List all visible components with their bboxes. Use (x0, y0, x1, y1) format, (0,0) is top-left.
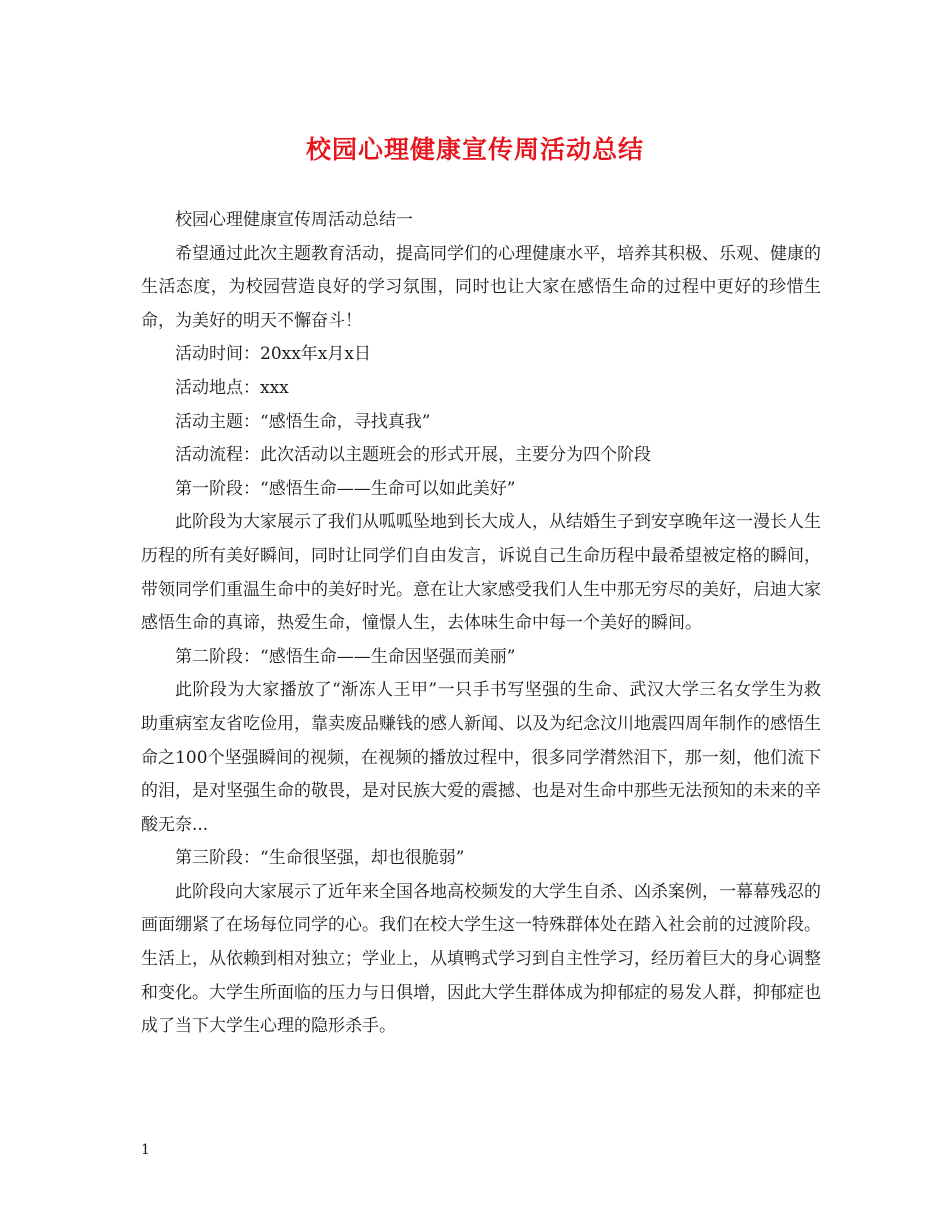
activity-time: 活动时间：20xx年x月x日 (175, 344, 371, 365)
intro-paragraph: 希望通过此次主题教育活动，提高同学们的心理健康水平，培养其积极、乐观、健康的生活态度，为校园营造良好的学习氛围，同时也让大家在感悟生命的过程中更好的珍惜生命，为美好的明天不懈奋斗！ (141, 243, 821, 331)
document-body (141, 204, 821, 1044)
activity-theme: 活动主题：“感悟生命，寻找真我” (175, 411, 431, 432)
stage-two-paragraph: 此阶段为大家播放了“渐冻人王甲”一只手书写坚强的生命、武汉大学三名女学生为救助重病室友省吃俭用，靠卖废品赚钱的感人新闻、以及为纪念汶川地震四周年制作的感悟生命之100个坚强瞬间的视频，在视频的播放过程中，很多同学潸然泪下，那一刻，他们流下的泪，是对坚强生命的敬畏，是对民族大爱的震撼、也是对生命中那些无法预知的未来的辛酸无奈... (141, 680, 821, 835)
activity-process: 活动流程：此次活动以主题班会的形式开展，主要分为四个阶段 (175, 445, 651, 466)
stage-two-heading: 第二阶段：“感悟生命——生命因坚强而美丽” (175, 646, 516, 667)
stage-three-paragraph: 此阶段向大家展示了近年来全国各地高校频发的大学生自杀、凶杀案例，一幕幕残忍的画面绷紧了在场每位同学的心。我们在校大学生这一特殊群体处在踏入社会前的过渡阶段。生活上，从依赖到相对独立；学业上，从填鸭式学习到自主性学习，经历着巨大的身心调整和变化。大学生所面临的压力与日俱增，因此大学生群体成为抑郁症的易发人群，抑郁症也成了当下大学生心理的隐形杀手。 (141, 881, 821, 1037)
activity-location: 活动地点：xxx (175, 377, 289, 398)
section-heading: 校园心理健康宣传周活动总结一 (175, 210, 413, 230)
document-title: 校园心理健康宣传周活动总结 (305, 135, 644, 164)
stage-one-paragraph: 此阶段为大家展示了我们从呱呱坠地到长大成人，从结婚生子到安享晚年这一漫长人生历程的所有美好瞬间，同时让同学们自由发言，诉说自己生命历程中最希望被定格的瞬间，带领同学们重温生命中的美好时光。意在让大家感受我们人生中那无穷尽的美好，启迪大家感悟生命的真谛，热爱生命，憧憬人生，去体味生命中每一个美好的瞬间。 (141, 512, 821, 634)
page-number: 1 (141, 1142, 150, 1158)
stage-three-heading: 第三阶段：“生命很坚强，却也很脆弱” (175, 848, 465, 869)
stage-one-heading: 第一阶段：“感悟生命——生命可以如此美好” (175, 478, 516, 499)
